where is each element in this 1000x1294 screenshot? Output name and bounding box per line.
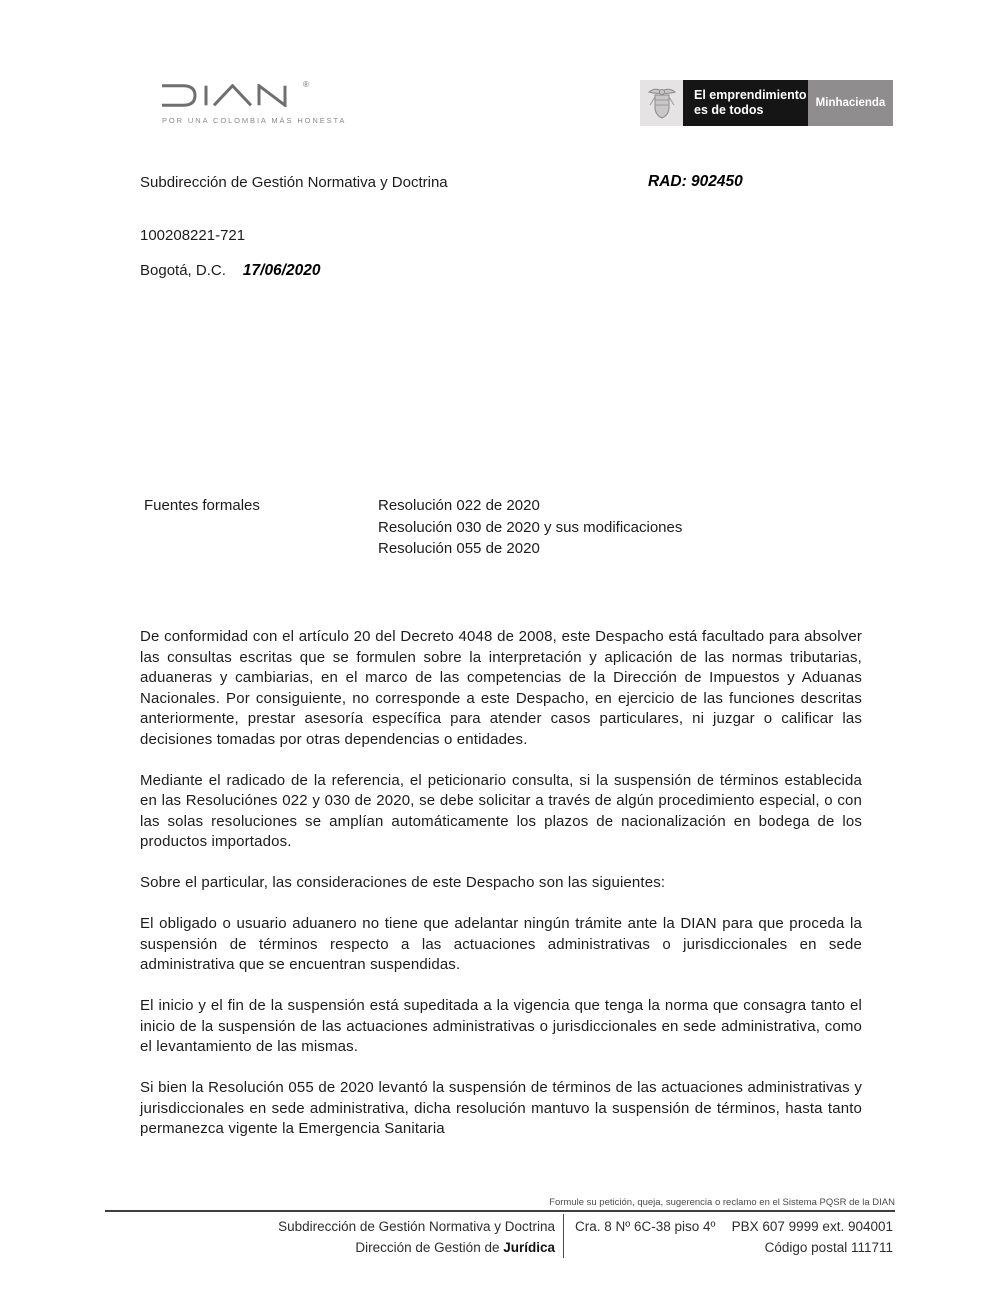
- slogan-line1: El emprendimiento: [694, 88, 807, 102]
- rad-number: RAD: 902450: [648, 173, 743, 190]
- formal-sources: [144, 495, 682, 560]
- sources-label: Fuentes formales: [144, 497, 260, 514]
- paragraph: Mediante el radicado de la referencia, el peticionario consulta, si la suspensión de términos establecida en las Resoluciónes 022 y 030 de 2020, se debe solicitar a través de algún procedimiento especial, o con las solas resoluciones se amplían automáticamente los plazos de nacionalización en bodega de los productos importados.: [140, 771, 862, 850]
- registered-mark: ®: [303, 80, 309, 89]
- pqsr-notice: Formule su petición, queja, sugerencia o reclamo en el Sistema PQSR de la DIAN: [549, 1197, 895, 1208]
- dian-tagline: POR UNA COLOMBIA MÁS HONESTA: [162, 116, 347, 125]
- city-date-row: [140, 262, 320, 280]
- footer-contact-row: [575, 1216, 893, 1237]
- city: Bogotá, D.C.: [140, 262, 226, 279]
- footer-direction: [140, 1237, 555, 1258]
- footer-direction-bold: Jurídica: [503, 1240, 555, 1255]
- source-item: Resolución 055 de 2020: [378, 540, 540, 557]
- paragraph: El obligado o usuario aduanero no tiene que adelantar ningún trámite ante la DIAN para que proceda la suspensión de términos respecto a las actuaciones administrativas o jurisdiccionales en sede administrativa que se encuentran suspendidas.: [140, 915, 862, 973]
- letter-body: [140, 627, 862, 1140]
- department-name: Subdirección de Gestión Normativa y Doctrina: [140, 174, 448, 191]
- footer-direction-prefix: Dirección de Gestión de: [355, 1240, 504, 1255]
- ministry-panel: Minhacienda: [808, 80, 893, 126]
- reference-number: 100208221-721: [140, 227, 246, 244]
- paragraph: Si bien la Resolución 055 de 2020 levantó la suspensión de términos de las actuaciones administrativas y jurisdiccionales en sede administrativa, dicha resolución mantuvo la suspensión de términos, hasta tanto permanezca vigente la Emergencia Sanitaria: [140, 1079, 862, 1137]
- footer-divider: [563, 1214, 564, 1258]
- footer-department: Subdirección de Gestión Normativa y Doctrina: [278, 1219, 555, 1234]
- coat-of-arms-panel: [640, 80, 683, 126]
- footer-address: Cra. 8 Nº 6C-38 piso 4º: [575, 1219, 716, 1234]
- dian-logo: [162, 80, 347, 125]
- sources-values: [378, 495, 682, 560]
- footer-left-column: [140, 1216, 555, 1258]
- footer-pbx: PBX 607 9999 ext. 904001: [731, 1219, 893, 1234]
- slogan-line2: es de todos: [694, 103, 764, 117]
- slogan-panel: [683, 80, 808, 126]
- source-item: Resolución 022 de 2020: [378, 497, 540, 514]
- footer-rule: [105, 1210, 895, 1212]
- paragraph: Sobre el particular, las consideraciones de este Despacho son las siguientes:: [140, 874, 666, 891]
- government-banner: [640, 80, 893, 126]
- department-row: [140, 174, 862, 191]
- footer-postal: Código postal 111711: [764, 1240, 893, 1255]
- paragraph: El inicio y el fin de la suspensión está supeditada a la vigencia que tenga la norma que consagra tanto el inicio de la suspensión de las actuaciones administrativas o jurisdiccionales en sede administrativa, como el levantamiento de las mismas.: [140, 997, 862, 1055]
- dian-logo-icon: [162, 84, 302, 107]
- coat-of-arms-icon: [647, 85, 677, 121]
- footer-right-column: [575, 1216, 893, 1258]
- letter-date: 17/06/2020: [242, 262, 321, 279]
- paragraph: De conformidad con el artículo 20 del Decreto 4048 de 2008, este Despacho está facultado para absolver las consultas escritas que se formulen sobre la interpretación y aplicación de las normas tributarias, aduaneras y cambiarias, en el marco de las competencias de la Dirección de Impuestos y Aduanas Nacionales. Por consiguiente, no corresponde a este Despacho, en ejercicio de las funciones descritas anteriormente, prestar asesoría específica para atender casos particulares, ni juzgar o calificar las decisiones tomadas por otras dependencias o entidades.: [140, 628, 862, 748]
- source-item: Resolución 030 de 2020 y sus modificaciones: [378, 518, 683, 536]
